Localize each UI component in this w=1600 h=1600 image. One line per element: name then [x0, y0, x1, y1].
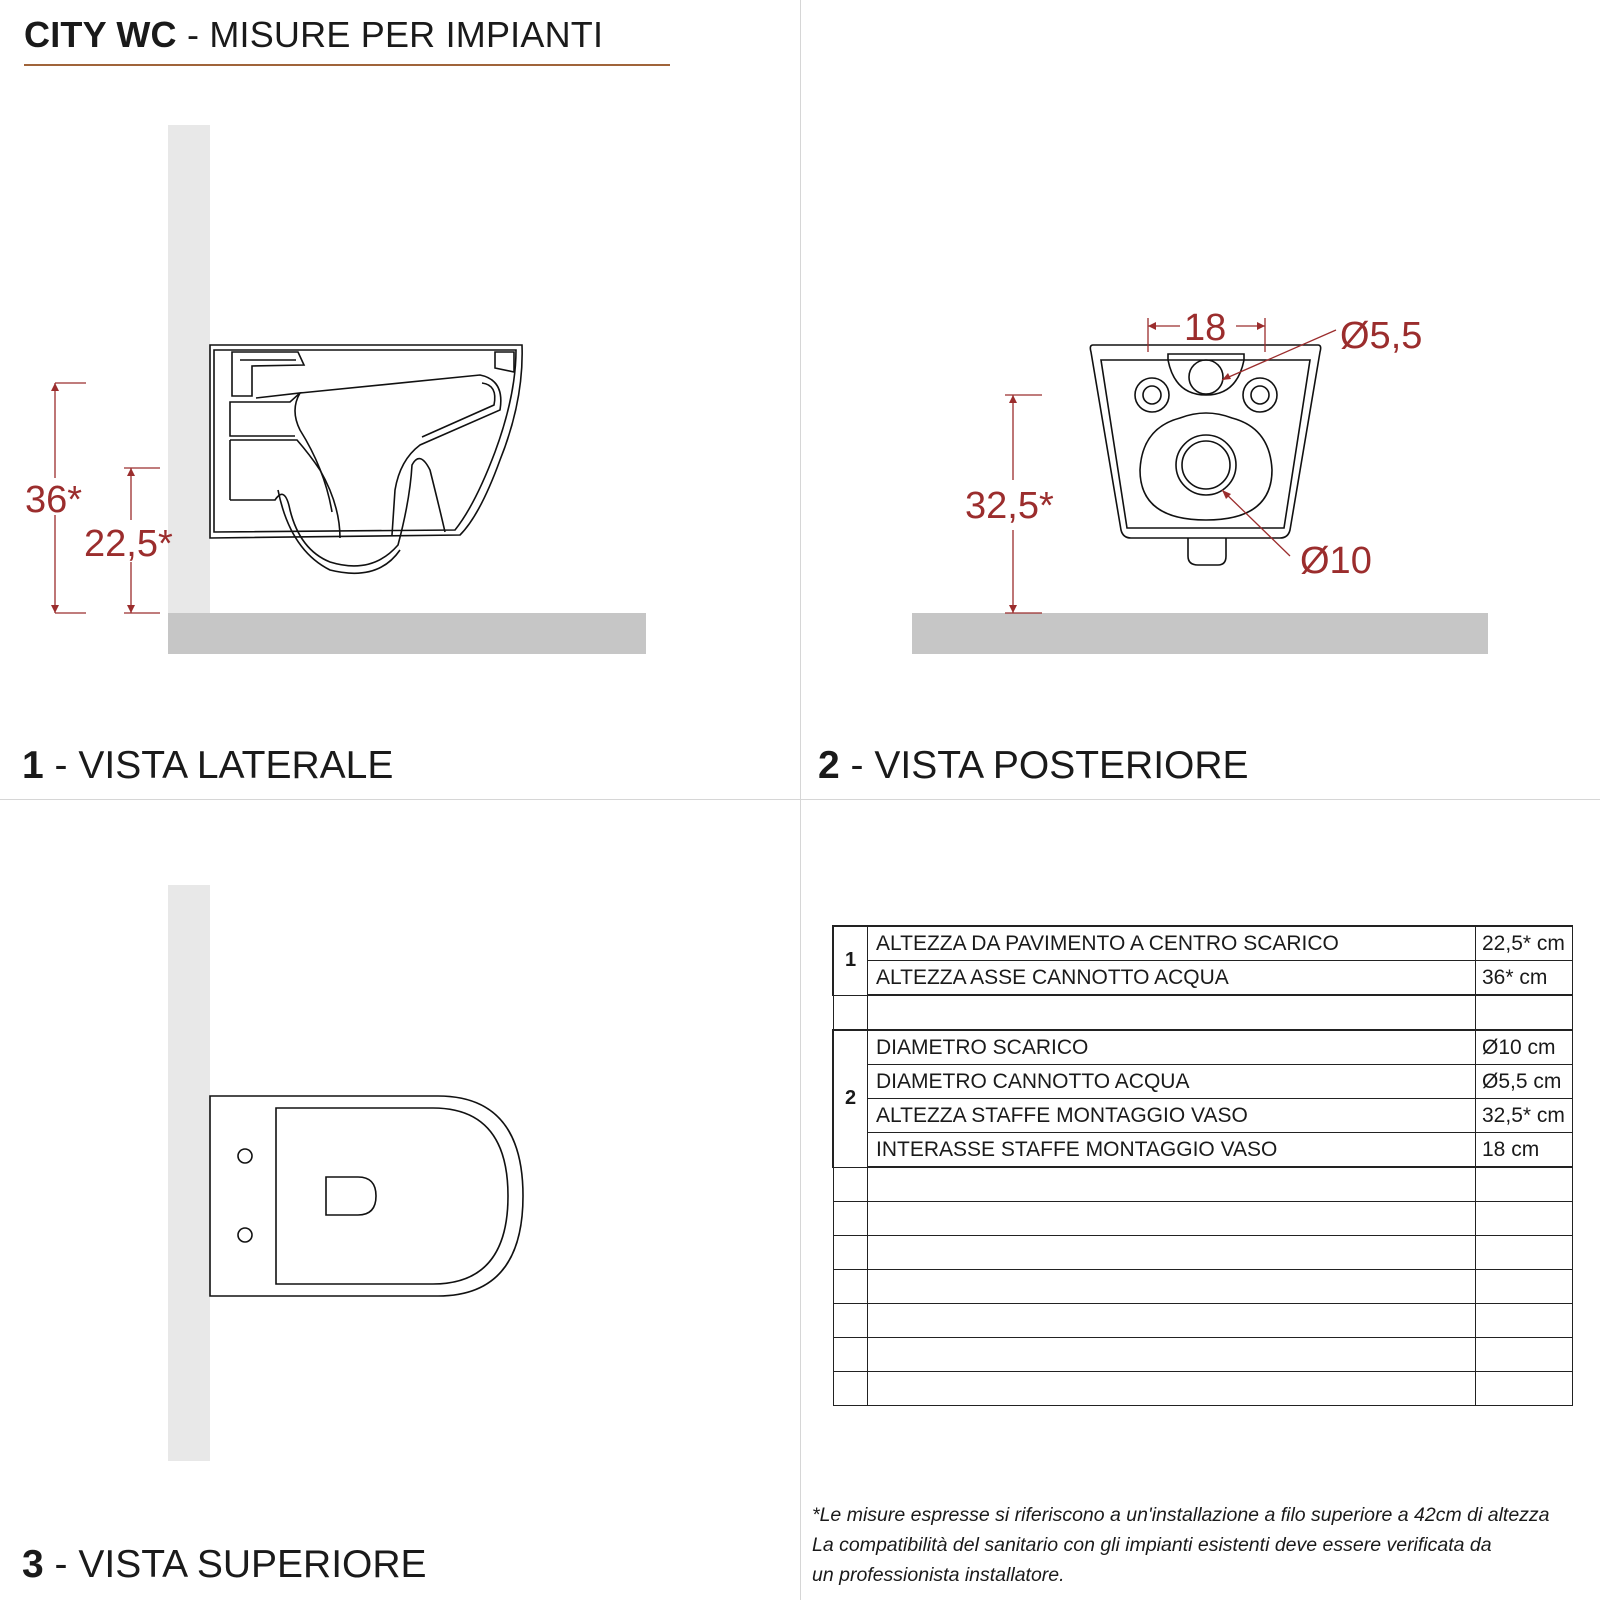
table-row [833, 961, 1573, 996]
panel-title: - VISTA POSTERIORE [850, 744, 1249, 787]
rear-view-dimension-lines [1005, 318, 1336, 613]
dim-bracket-height-label: 32,5* [965, 485, 1054, 527]
table-row-empty [833, 1270, 1573, 1304]
top-view-toilet-outline [210, 1096, 523, 1296]
dim-drain-height-label: 22,5* [84, 523, 173, 565]
dim-water-height-label: 36* [25, 479, 83, 521]
panel-label-side-view [22, 744, 393, 788]
spec-value: 18 cm [1476, 1133, 1573, 1168]
rear-view-drawing [912, 307, 1488, 654]
footnote-line: un professionista installatore. [812, 1564, 1065, 1586]
water-inlet-hole [1189, 360, 1223, 394]
panel-label-top-view [22, 1543, 427, 1587]
table-row [833, 1133, 1573, 1168]
rear-view-floor [912, 613, 1488, 654]
table-row [833, 1030, 1573, 1065]
rear-view-toilet-outline [1090, 345, 1320, 565]
seat-hinge-hole-top [238, 1149, 252, 1163]
group-number: 1 [833, 926, 868, 995]
panel-title: - VISTA LATERALE [54, 744, 394, 787]
dim-bracket-spacing-label: 18 [1184, 307, 1227, 349]
table-row-empty [833, 1372, 1573, 1406]
spec-label: ALTEZZA DA PAVIMENTO A CENTRO SCARICO [868, 926, 1476, 961]
spec-value: 22,5* cm [1476, 926, 1573, 961]
bracket-hole-left [1135, 378, 1169, 412]
drain-hole-inner [1182, 441, 1230, 489]
page-subtitle: - MISURE PER IMPIANTI [186, 14, 604, 55]
spec-label: DIAMETRO CANNOTTO ACQUA [868, 1065, 1476, 1099]
rear-view-holes [1135, 360, 1277, 495]
panel-number: 1 [22, 744, 44, 787]
table-row [833, 1099, 1573, 1133]
spec-value: 32,5* cm [1476, 1099, 1573, 1133]
table-row [833, 1065, 1573, 1099]
spec-label: ALTEZZA ASSE CANNOTTO ACQUA [868, 961, 1476, 996]
top-view-wall [168, 885, 210, 1461]
dim-water-diameter-label: Ø5,5 [1340, 315, 1423, 357]
table-row-empty [833, 1338, 1573, 1372]
top-view-drawing [168, 885, 523, 1461]
spec-label: DIAMETRO SCARICO [868, 1030, 1476, 1065]
rear-view-dimension-arrows [1009, 322, 1265, 613]
panel-label-rear-view [818, 744, 1249, 788]
table-row-empty [833, 1304, 1573, 1338]
panel-number: 3 [22, 1543, 44, 1586]
footnotes [812, 1500, 1550, 1590]
table-row [833, 926, 1573, 961]
side-view-floor [168, 613, 646, 654]
side-view-wall [168, 125, 210, 615]
table-row-empty [833, 1202, 1573, 1236]
bracket-hole-right-inner [1251, 386, 1269, 404]
panel-number: 2 [818, 744, 840, 787]
drain-hole [1176, 435, 1236, 495]
group-number: 2 [833, 1030, 868, 1167]
spec-label: ALTEZZA STAFFE MONTAGGIO VASO [868, 1099, 1476, 1133]
top-view-drain-opening [326, 1177, 376, 1215]
spec-table [832, 925, 1573, 1406]
bracket-hole-right [1243, 378, 1277, 412]
table-row-empty [833, 995, 1573, 1030]
dim-drain-diameter-label: Ø10 [1300, 540, 1372, 582]
spec-label: INTERASSE STAFFE MONTAGGIO VASO [868, 1133, 1476, 1168]
footnote-line: *Le misure espresse si riferiscono a un'installazione a filo superiore a 42cm di altezza [812, 1504, 1550, 1526]
spec-value: Ø5,5 cm [1476, 1065, 1573, 1099]
table-row-empty [833, 1167, 1573, 1202]
bracket-hole-left-inner [1143, 386, 1161, 404]
product-name: CITY WC [24, 14, 177, 55]
panel-title: - VISTA SUPERIORE [54, 1543, 427, 1586]
spec-value: Ø10 cm [1476, 1030, 1573, 1065]
side-view-drawing [25, 125, 646, 654]
spec-value: 36* cm [1476, 961, 1573, 996]
footnote-line: La compatibilità del sanitario con gli impianti esistenti deve essere verificata da [812, 1534, 1492, 1556]
side-view-toilet-outline [210, 345, 522, 573]
seat-hinge-hole-bottom [238, 1228, 252, 1242]
table-row-empty [833, 1236, 1573, 1270]
